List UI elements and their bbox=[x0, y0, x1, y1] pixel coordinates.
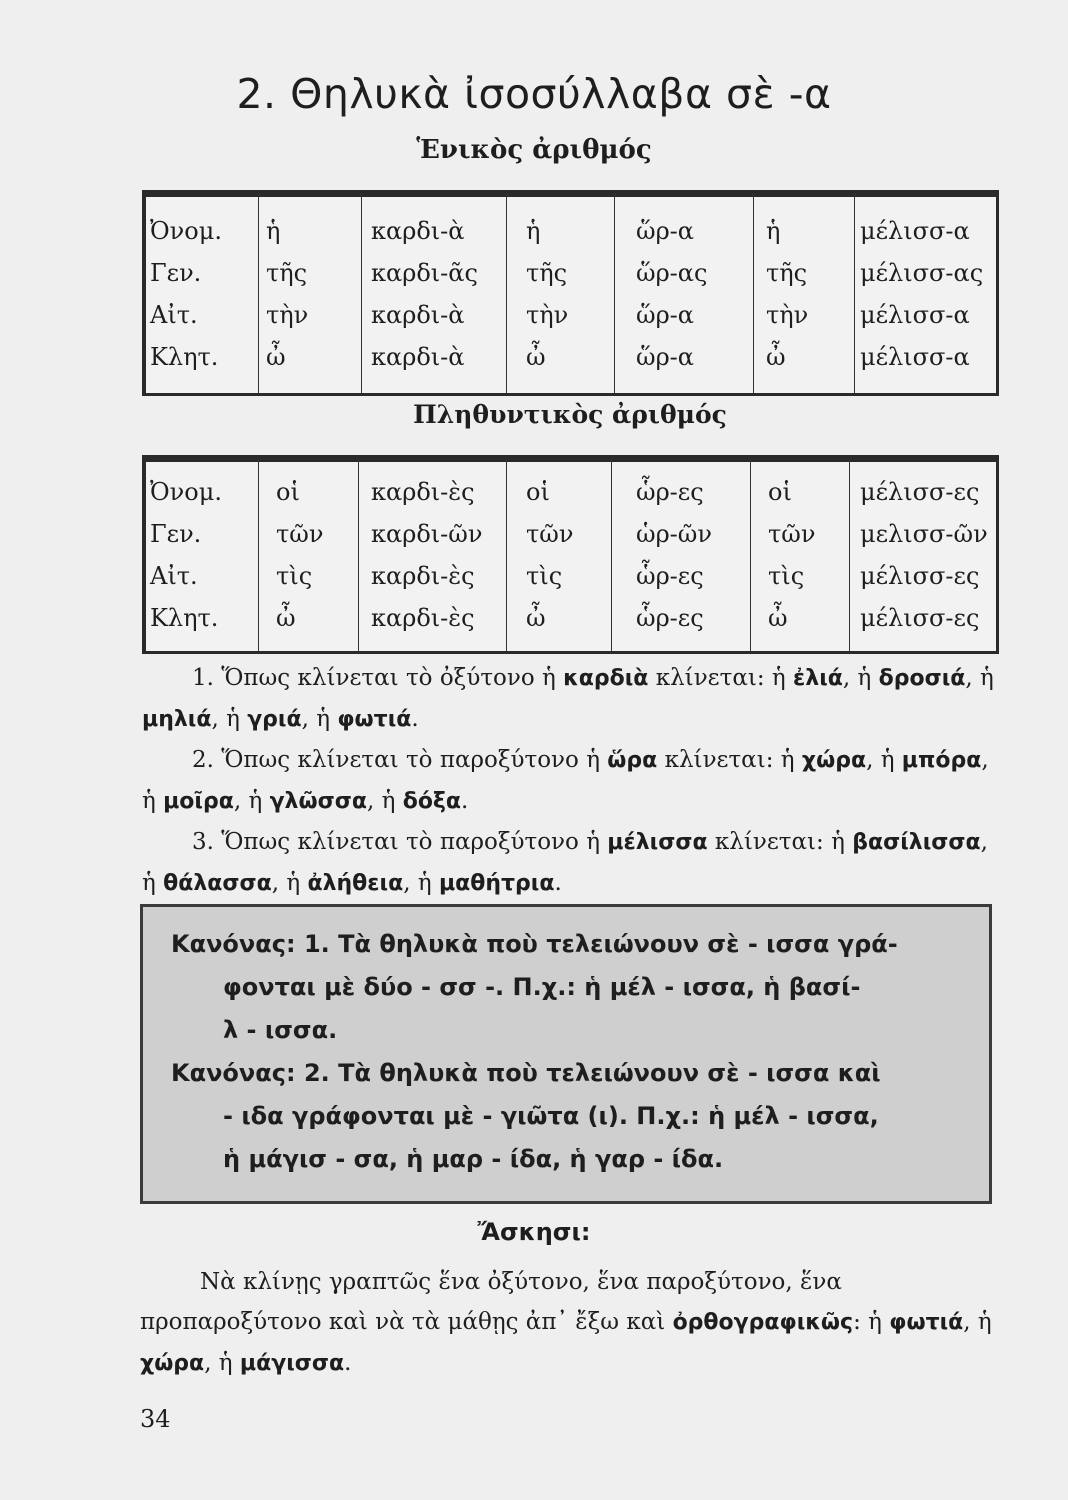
noun-form: ὧρ-ες bbox=[636, 604, 704, 632]
note-3 bbox=[142, 822, 994, 904]
singular-heading: Ἑνικὸς ἀριθμός bbox=[416, 135, 652, 165]
exercise-text-part: : ἡ bbox=[853, 1309, 890, 1335]
column-divider bbox=[750, 458, 751, 651]
noun-form: μέλισσ-α bbox=[860, 217, 970, 245]
column-divider bbox=[258, 458, 259, 651]
column-divider bbox=[611, 458, 612, 651]
case-label: Ὀνομ. bbox=[150, 478, 222, 506]
article: ὦ bbox=[526, 343, 546, 371]
note-text: , ἡ bbox=[866, 747, 902, 773]
noun-form: μέλισσ-ες bbox=[860, 604, 980, 632]
column-divider bbox=[614, 193, 615, 393]
rule-2-line-1 bbox=[171, 1052, 969, 1095]
note-text: κλίνεται: ἡ bbox=[707, 829, 853, 855]
noun-form: ὥρ-α bbox=[636, 217, 694, 245]
noun-form: καρδι-ὰ bbox=[371, 343, 465, 371]
article: τὴν bbox=[526, 301, 569, 329]
exercise-text-part: Νὰ κλίνῃς γραπτῶς ἕνα ὀξύτονο, ἕνα παροξύτονο, ἕνα προπαροξύτονο καὶ νὰ τὰ μάθῃς ἀπ᾿ ἔξω καὶ bbox=[140, 1269, 842, 1335]
noun-form: ὡρ-ῶν bbox=[636, 520, 712, 548]
column-divider bbox=[854, 193, 855, 393]
note-text: , ἡ bbox=[965, 665, 994, 691]
exercise-text bbox=[140, 1262, 992, 1384]
note-text: 3. Ὅπως κλίνεται τὸ παροξύτονο ἡ bbox=[192, 829, 608, 855]
article: τὴν bbox=[266, 301, 309, 329]
article: οἱ bbox=[768, 478, 792, 506]
note-text: , ἡ bbox=[842, 665, 879, 691]
article: ἡ bbox=[526, 217, 541, 245]
note-example: μοῖρα bbox=[163, 789, 234, 814]
noun-form: μέλισσ-ες bbox=[860, 562, 980, 590]
noun-form: καρδι-ῶν bbox=[371, 520, 483, 548]
note-text: . bbox=[411, 706, 419, 732]
case-label: Κλητ. bbox=[150, 604, 219, 632]
note-example: ἐλιά bbox=[793, 666, 843, 691]
column-divider bbox=[506, 193, 507, 393]
column-divider bbox=[506, 458, 507, 651]
note-text: , ἡ bbox=[211, 706, 248, 732]
plural-heading: Πληθυντικὸς ἀριθμός bbox=[413, 400, 727, 429]
note-2 bbox=[142, 740, 994, 822]
noun-form: ὧρ-ες bbox=[636, 478, 704, 506]
note-text: κλίνεται: ἡ bbox=[648, 665, 794, 691]
article: τὶς bbox=[768, 562, 805, 590]
noun-form: μέλισσ-α bbox=[860, 343, 970, 371]
article: τῶν bbox=[768, 520, 816, 548]
note-example: δόξα bbox=[402, 789, 462, 814]
note-example: μπόρα bbox=[901, 748, 982, 773]
exercise-text-part: , ἡ bbox=[204, 1350, 240, 1376]
note-example: μηλιά bbox=[142, 707, 212, 732]
note-example: βασίλισσα bbox=[852, 830, 981, 855]
note-example: μαθήτρια bbox=[438, 871, 555, 896]
exercise-text-part: . bbox=[344, 1350, 352, 1376]
note-text: . bbox=[461, 788, 469, 814]
note-example: δροσιά bbox=[878, 666, 966, 691]
note-example: γλῶσσα bbox=[269, 789, 367, 814]
article: οἱ bbox=[526, 478, 550, 506]
noun-form: καρδι-ὲς bbox=[371, 604, 475, 632]
article: ἡ bbox=[266, 217, 281, 245]
noun-form: καρδι-ὰ bbox=[371, 301, 465, 329]
column-divider bbox=[753, 193, 754, 393]
noun-form: καρδι-ὲς bbox=[371, 562, 475, 590]
article: τὴν bbox=[766, 301, 809, 329]
exercise-keyword: χώρα bbox=[140, 1351, 205, 1376]
article: ὦ bbox=[766, 343, 786, 371]
rule-text: 1. Τὰ θηλυκὰ ποὺ τελειώνουν σὲ - ισσα γρά- bbox=[303, 930, 898, 958]
plural-table bbox=[142, 455, 999, 654]
exercise-keyword: ὀρθογραφικῶς bbox=[672, 1310, 854, 1335]
noun-form: καρδι-ὲς bbox=[371, 478, 475, 506]
article: τῆς bbox=[266, 259, 308, 287]
article: τῶν bbox=[526, 520, 574, 548]
singular-table bbox=[142, 190, 999, 396]
noun-form: ὥρ-α bbox=[636, 301, 694, 329]
exercise-title: Ἄσκησι: bbox=[477, 1218, 591, 1246]
article: τῆς bbox=[526, 259, 568, 287]
column-divider bbox=[361, 193, 362, 393]
article: ὦ bbox=[526, 604, 546, 632]
exercise-text-part: , ἡ bbox=[963, 1309, 992, 1335]
article: ὦ bbox=[266, 343, 286, 371]
note-keyword: καρδιὰ bbox=[563, 666, 649, 691]
column-divider bbox=[258, 193, 259, 393]
rule-1-line-3: λ - ισσα. bbox=[223, 1016, 338, 1044]
exercise-paragraph bbox=[140, 1262, 992, 1384]
note-example: φωτιά bbox=[337, 707, 412, 732]
noun-form: μελισσ-ῶν bbox=[860, 520, 988, 548]
rule-label: Κανόνας: bbox=[171, 1059, 296, 1087]
rule-text: 2. Τὰ θηλυκὰ ποὺ τελειώνουν σὲ - ισσα καὶ bbox=[303, 1059, 881, 1087]
note-text: , ἡ bbox=[142, 747, 989, 814]
rule-1-line-1 bbox=[171, 923, 969, 966]
note-example: θάλασσα bbox=[163, 871, 272, 896]
noun-form: ὥρ-ας bbox=[636, 259, 708, 287]
article: ὦ bbox=[276, 604, 296, 632]
note-1 bbox=[142, 658, 994, 740]
declension-notes bbox=[142, 658, 994, 904]
note-keyword: ὥρα bbox=[607, 748, 658, 773]
note-text: , ἡ bbox=[142, 829, 988, 896]
note-text: 1. Ὅπως κλίνεται τὸ ὀξύτονο ἡ bbox=[192, 665, 564, 691]
page-title: 2. Θηλυκὰ ἰσοσύλλαβα σὲ -α bbox=[236, 70, 832, 118]
column-divider bbox=[358, 458, 359, 651]
note-text: , ἡ bbox=[233, 788, 270, 814]
article: τὶς bbox=[276, 562, 313, 590]
noun-form: μέλισσ-ας bbox=[860, 259, 984, 287]
article: ὦ bbox=[768, 604, 788, 632]
case-label: Αἰτ. bbox=[150, 301, 198, 329]
note-example: χώρα bbox=[801, 748, 867, 773]
column-divider bbox=[849, 458, 850, 651]
note-keyword: μέλισσα bbox=[607, 830, 708, 855]
case-label: Κλητ. bbox=[150, 343, 219, 371]
note-text: , ἡ bbox=[301, 706, 338, 732]
noun-form: καρδι-ὰ bbox=[371, 217, 465, 245]
note-text: , ἡ bbox=[403, 870, 439, 896]
note-text: 2. Ὅπως κλίνεται τὸ παροξύτονο ἡ bbox=[192, 747, 608, 773]
page-number: 34 bbox=[140, 1405, 171, 1433]
exercise-keyword: μάγισσα bbox=[239, 1351, 345, 1376]
note-example: γριά bbox=[247, 707, 302, 732]
note-text: . bbox=[554, 870, 562, 896]
article: ἡ bbox=[766, 217, 781, 245]
rule-1-line-2: φονται μὲ δύο - σσ -. Π.χ.: ἡ μέλ - ισσα, ἡ βασί- bbox=[223, 973, 861, 1001]
rule-2-line-3: ἡ μάγισ - σα, ἡ μαρ - ίδα, ἡ γαρ - ίδα. bbox=[223, 1145, 724, 1173]
article: οἱ bbox=[276, 478, 300, 506]
noun-form: μέλισσ-α bbox=[860, 301, 970, 329]
case-label: Ὀνομ. bbox=[150, 217, 222, 245]
case-label: Γεν. bbox=[150, 259, 202, 287]
exercise-keyword: φωτιά bbox=[889, 1310, 964, 1335]
noun-form: μέλισσ-ες bbox=[860, 478, 980, 506]
note-text: κλίνεται: ἡ bbox=[657, 747, 802, 773]
article: τῆς bbox=[766, 259, 808, 287]
noun-form: ὥρ-α bbox=[636, 343, 694, 371]
note-text: , ἡ bbox=[271, 870, 308, 896]
rule-2-line-2: - ιδα γράφονται μὲ - γιῶτα (ι). Π.χ.: ἡ μέλ - ισσα, bbox=[223, 1102, 879, 1130]
case-label: Αἰτ. bbox=[150, 562, 198, 590]
note-example: ἀλήθεια bbox=[307, 871, 404, 896]
rule-label: Κανόνας: bbox=[171, 930, 296, 958]
noun-form: ὧρ-ες bbox=[636, 562, 704, 590]
rules-box bbox=[140, 904, 992, 1204]
note-text: , ἡ bbox=[366, 788, 403, 814]
case-label: Γεν. bbox=[150, 520, 202, 548]
article: τῶν bbox=[276, 520, 324, 548]
noun-form: καρδι-ᾶς bbox=[371, 259, 478, 287]
article: τὶς bbox=[526, 562, 563, 590]
